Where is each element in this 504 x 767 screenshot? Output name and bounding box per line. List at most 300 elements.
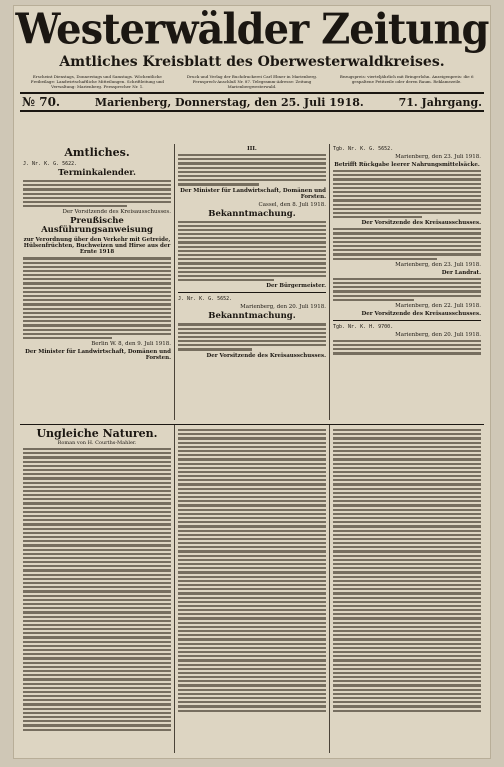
text-line <box>178 555 326 557</box>
text-line <box>178 488 326 490</box>
text-line <box>23 670 171 672</box>
text-line <box>178 546 326 548</box>
text-line <box>23 498 171 500</box>
text-line <box>23 494 171 496</box>
text-line <box>333 630 481 632</box>
text-line <box>23 266 171 268</box>
text-line <box>333 651 481 653</box>
feuilleton-column-2 <box>175 425 330 753</box>
text-line <box>333 613 481 615</box>
text-line <box>23 687 171 689</box>
text-line <box>23 188 171 190</box>
article-subheading: zur Verordnung über den Verkehr mit Getreide, Hülsenfrüchten, Buchweizen und Hirse aus der Ernte 1918 <box>23 237 171 256</box>
text-line <box>333 290 481 292</box>
text-line <box>23 333 171 335</box>
text-line <box>23 486 171 488</box>
text-line <box>23 557 171 559</box>
reference-number: J. Nr. K. G. 5622. <box>23 161 78 167</box>
text-line <box>333 693 481 695</box>
text-line <box>333 467 481 469</box>
text-line <box>178 680 326 682</box>
text-line <box>333 622 481 624</box>
text-line <box>23 678 171 680</box>
text-line <box>333 509 481 511</box>
text-line <box>178 229 326 231</box>
place-date: Marienberg, den 23. Juli 1918. <box>395 154 481 160</box>
column-3 <box>330 144 484 420</box>
text-line <box>333 601 481 603</box>
text-line <box>333 605 481 607</box>
text-line <box>333 638 481 640</box>
newspaper-title: Westerwälder Zeitung <box>15 6 489 55</box>
article-heading: Preußische Ausführungsanweisung <box>41 216 153 236</box>
text-line <box>333 513 481 515</box>
text-line <box>333 555 481 557</box>
place-date: Marienberg, den 20. Juli 1918. <box>395 331 481 338</box>
text-line <box>333 492 481 494</box>
text-line <box>178 710 326 712</box>
text-line <box>23 324 171 326</box>
text-line <box>178 340 326 342</box>
text-line <box>23 473 171 475</box>
text-line <box>333 187 481 189</box>
info-left: Erscheint Dienstags, Donnerstags und Samstags. Wöchentliche Freibeilage: Landwirtschaftliche Mitteilungen. Schriftleitung und Verwaltung: Marienberg. Fernsprecher Nr. 1. <box>30 74 164 89</box>
text-line <box>178 705 326 707</box>
article-heading: Terminkalender. <box>58 168 136 178</box>
text-line <box>178 651 326 653</box>
text-line <box>178 597 326 599</box>
text-line <box>178 258 326 260</box>
text-line <box>333 344 481 346</box>
text-line <box>178 446 326 448</box>
text-line <box>23 641 171 643</box>
text-line <box>23 628 171 630</box>
text-line <box>178 613 326 615</box>
text-line <box>333 352 481 354</box>
text-line <box>333 471 481 473</box>
text-line <box>333 237 481 239</box>
text-line <box>178 262 326 264</box>
text-line <box>333 697 481 699</box>
text-line <box>178 542 326 544</box>
text-line <box>178 689 326 691</box>
text-line <box>178 584 326 586</box>
text-line <box>23 691 171 693</box>
text-line <box>23 616 171 618</box>
text-line <box>178 559 326 561</box>
column-1 <box>20 144 175 420</box>
text-line <box>23 561 171 563</box>
text-line <box>178 504 326 506</box>
text-line <box>333 567 481 569</box>
place-date: Marienberg, den 23. Juli 1918. <box>395 261 481 268</box>
text-line <box>178 626 326 628</box>
text-line <box>178 458 326 460</box>
article-heading: Bekanntmachung. <box>208 311 296 322</box>
text-line <box>178 336 326 338</box>
text-line <box>178 275 326 277</box>
text-line <box>178 534 326 536</box>
column-2 <box>175 144 330 420</box>
text-line <box>23 549 171 551</box>
divider <box>178 292 326 293</box>
masthead <box>14 8 490 112</box>
text-line <box>178 237 326 239</box>
signature: Der Vorsitzende des Kreisausschusses. <box>361 220 481 227</box>
text-line <box>178 167 326 169</box>
text-line <box>178 525 326 527</box>
text-line <box>178 576 326 578</box>
text-line <box>178 233 326 235</box>
divider <box>333 320 481 321</box>
text-line <box>23 544 171 546</box>
text-line <box>178 433 326 435</box>
text-line <box>178 183 259 185</box>
text-line <box>23 645 171 647</box>
feuilleton-column-1 <box>20 425 175 753</box>
text-line <box>23 611 171 613</box>
signature: Der Vorsitzende des Kreisausschusses. <box>206 352 326 359</box>
text-line <box>333 216 422 218</box>
text-line <box>333 597 481 599</box>
text-line <box>23 448 171 450</box>
text-line <box>333 563 481 565</box>
text-line <box>178 496 326 498</box>
text-line <box>178 175 326 177</box>
text-line <box>178 672 326 674</box>
text-line <box>23 603 171 605</box>
text-line <box>178 517 326 519</box>
text-line <box>178 664 326 666</box>
text-line <box>333 588 481 590</box>
text-line <box>333 348 481 350</box>
text-line <box>178 605 326 607</box>
text-line <box>23 712 171 714</box>
text-line <box>333 483 481 485</box>
text-line <box>23 278 171 280</box>
text-line <box>178 348 252 350</box>
text-line <box>178 271 326 273</box>
official-columns <box>20 144 484 420</box>
text-line <box>178 609 326 611</box>
text-line <box>333 643 481 645</box>
text-line <box>333 228 481 230</box>
text-line <box>178 179 326 181</box>
text-line <box>333 655 481 657</box>
text-line <box>333 546 481 548</box>
text-line <box>23 295 171 297</box>
text-line <box>333 538 481 540</box>
text-line <box>333 258 437 260</box>
text-line <box>23 578 171 580</box>
text-line <box>178 655 326 657</box>
text-line <box>178 617 326 619</box>
text-line <box>178 697 326 699</box>
date-bar <box>20 92 484 112</box>
place-date: Marienberg, den 22. Juli 1918. <box>395 302 481 309</box>
text-line <box>178 638 326 640</box>
text-line <box>23 586 171 588</box>
text-line <box>178 659 326 661</box>
text-line <box>23 653 171 655</box>
text-line <box>333 278 481 280</box>
text-line <box>178 344 326 346</box>
feuilleton-section <box>20 424 484 753</box>
text-line <box>178 429 326 431</box>
text-line <box>178 442 326 444</box>
text-line <box>333 174 481 176</box>
text-line <box>178 521 326 523</box>
text-line <box>23 502 171 504</box>
text-line <box>178 538 326 540</box>
text-line <box>178 221 326 223</box>
text-line <box>333 450 481 452</box>
text-line <box>23 620 171 622</box>
volume-year: 71. Jahrgang. <box>398 95 482 109</box>
text-line <box>23 599 171 601</box>
text-line <box>23 720 171 722</box>
text-line <box>178 676 326 678</box>
place-date: Berlin W. 8, den 9. Juli 1918. <box>91 341 171 348</box>
text-line <box>333 626 481 628</box>
signature: Der Minister für Landwirtschaft, Domänen und Forsten. <box>180 187 326 200</box>
text-line <box>23 607 171 609</box>
signature: Der Bürgermeister. <box>266 283 326 290</box>
text-line <box>23 674 171 676</box>
text-line <box>23 456 171 458</box>
text-line <box>23 582 171 584</box>
text-line <box>333 576 481 578</box>
text-line <box>178 171 326 173</box>
text-line <box>23 540 171 542</box>
signature: Der Minister für Landwirtschaft, Domänen und Forsten. <box>25 349 171 362</box>
text-line <box>23 282 171 284</box>
text-line <box>23 197 171 199</box>
text-line <box>23 469 171 471</box>
text-line <box>333 437 481 439</box>
text-line <box>178 241 326 243</box>
text-line <box>333 672 481 674</box>
text-line <box>23 205 127 207</box>
text-line <box>23 523 171 525</box>
text-line <box>23 320 171 322</box>
text-line <box>23 299 171 301</box>
text-line <box>178 693 326 695</box>
article-heading: Bekanntmachung. <box>208 208 296 219</box>
text-line <box>178 475 326 477</box>
text-line <box>333 542 481 544</box>
text-line <box>333 592 481 594</box>
text-line <box>23 312 171 314</box>
text-line <box>333 479 481 481</box>
text-line <box>178 647 326 649</box>
text-line <box>23 316 171 318</box>
text-line <box>23 201 171 203</box>
text-line <box>333 212 481 214</box>
feuilleton-column-3 <box>330 425 484 753</box>
text-line <box>333 705 481 707</box>
issue-number: № 70. <box>22 95 61 109</box>
info-mid: Druck und Verlag der Buchdruckerei Carl Ebner in Marienberg. Fernsprech-Anschluß Nr. 87. Telegramm-Adresse: Zeitung Marienbergwesterwald. <box>186 74 318 89</box>
signature: Der Vorsitzende des Kreisausschusses. <box>62 209 171 216</box>
text-line <box>333 517 481 519</box>
info-right: Bezugspreis: vierteljährlich mit Bringerlohn. Anzeigenpreis: die 6 gespaltene Petitzeile oder deren Raum. Reklamezeile. <box>339 74 474 84</box>
text-line <box>23 490 171 492</box>
text-line <box>333 609 481 611</box>
text-line <box>178 246 326 248</box>
text-line <box>178 225 326 227</box>
text-line <box>23 565 171 567</box>
text-line <box>333 442 481 444</box>
text-line <box>23 528 171 530</box>
text-line <box>178 471 326 473</box>
text-line <box>23 553 171 555</box>
text-line <box>333 286 481 288</box>
text-line <box>178 483 326 485</box>
text-line <box>333 488 481 490</box>
text-line <box>178 328 326 330</box>
text-line <box>23 477 171 479</box>
reference-number: Tgb. Nr. K. H. 9700. <box>333 323 394 330</box>
text-line <box>23 724 171 726</box>
text-line <box>333 199 481 201</box>
text-line <box>333 295 481 297</box>
text-line <box>178 592 326 594</box>
text-line <box>178 588 326 590</box>
text-line <box>333 680 481 682</box>
text-line <box>333 580 481 582</box>
place-date: Marienberg, den 20. Juli 1918. <box>240 304 326 311</box>
text-line <box>333 500 481 502</box>
text-line <box>333 282 481 284</box>
text-line <box>178 267 326 269</box>
text-line <box>23 649 171 651</box>
text-line <box>333 204 481 206</box>
text-line <box>333 253 481 255</box>
text-line <box>333 475 481 477</box>
text-line <box>333 534 481 536</box>
issue-date: Marienberg, Donnerstag, den 25. Juli 1918. <box>94 95 364 109</box>
section-number: III. <box>247 146 257 152</box>
text-line <box>333 701 481 703</box>
text-line <box>23 666 171 668</box>
text-line <box>178 467 326 469</box>
text-line <box>178 332 326 334</box>
text-line <box>23 695 171 697</box>
text-line <box>333 232 481 234</box>
text-line <box>23 636 171 638</box>
text-line <box>178 450 326 452</box>
text-line <box>23 287 171 289</box>
text-line <box>23 532 171 534</box>
text-line <box>333 659 481 661</box>
text-line <box>178 492 326 494</box>
text-line <box>333 634 481 636</box>
text-line <box>333 521 481 523</box>
text-line <box>23 624 171 626</box>
text-line <box>333 559 481 561</box>
text-line <box>333 664 481 666</box>
text-line <box>333 249 481 251</box>
signature: Der Landrat. <box>441 269 481 276</box>
text-line <box>23 184 171 186</box>
text-line <box>178 279 274 281</box>
text-line <box>333 458 481 460</box>
text-line <box>178 513 326 515</box>
text-line <box>178 550 326 552</box>
text-line <box>333 571 481 573</box>
text-line <box>333 496 481 498</box>
text-line <box>178 701 326 703</box>
text-line <box>333 504 481 506</box>
text-line <box>333 617 481 619</box>
article-heading: Betrifft Rückgabe leerer Nahrungsmittelsäcke. <box>334 162 480 168</box>
text-line <box>23 595 171 597</box>
text-line <box>178 454 326 456</box>
text-line <box>178 500 326 502</box>
text-line <box>23 270 171 272</box>
text-line <box>23 662 171 664</box>
text-line <box>333 530 481 532</box>
text-line <box>23 657 171 659</box>
text-line <box>23 274 171 276</box>
text-line <box>178 571 326 573</box>
text-line <box>333 689 481 691</box>
text-line <box>23 291 171 293</box>
text-line <box>178 254 326 256</box>
text-line <box>23 329 171 331</box>
reference-number: Tgb. Nr. K. G. 5652. <box>333 146 394 152</box>
newspaper-page <box>14 6 490 758</box>
text-line <box>178 601 326 603</box>
text-line <box>23 632 171 634</box>
text-line <box>23 574 171 576</box>
text-line <box>23 569 171 571</box>
text-line <box>178 622 326 624</box>
text-line <box>23 590 171 592</box>
text-line <box>178 563 326 565</box>
serial-byline: Roman von H. Courths-Mahler. <box>57 440 137 446</box>
text-line <box>23 482 171 484</box>
text-line <box>23 452 171 454</box>
text-line <box>333 170 481 172</box>
text-line <box>333 433 481 435</box>
text-line <box>333 463 481 465</box>
text-line <box>178 643 326 645</box>
text-line <box>333 647 481 649</box>
text-line <box>333 446 481 448</box>
text-line <box>333 241 481 243</box>
reference-number: J. Nr. K. G. 5652. <box>178 296 233 303</box>
text-line <box>23 308 171 310</box>
signature: Der Vorsitzende des Kreisausschusses. <box>361 310 481 317</box>
text-line <box>178 567 326 569</box>
place-date: Cassel, den 8. Juli 1918. <box>258 201 326 208</box>
text-line <box>23 716 171 718</box>
text-line <box>178 479 326 481</box>
text-line <box>23 262 171 264</box>
text-line <box>178 684 326 686</box>
text-line <box>178 530 326 532</box>
text-line <box>178 154 326 156</box>
text-line <box>333 299 414 301</box>
text-line <box>178 162 326 164</box>
text-line <box>23 461 171 463</box>
text-line <box>333 710 481 712</box>
text-line <box>333 191 481 193</box>
text-line <box>23 303 171 305</box>
text-line <box>333 668 481 670</box>
